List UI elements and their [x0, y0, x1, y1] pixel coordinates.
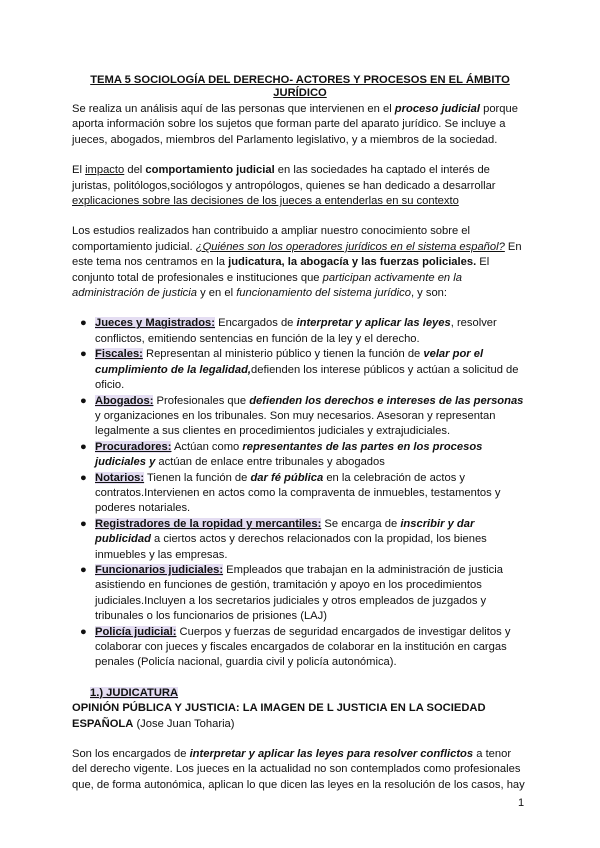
- p2-underlined-phrase: explicaciones sobre las decisiones de los jueces a entenderlas en su contexto: [72, 195, 459, 208]
- list-item-text-end: a ciertos actos y derechos relacionados con la propidad, los bienes inmuebles y las empresas.: [95, 533, 487, 561]
- p3-text-i: , y son:: [410, 287, 448, 300]
- bullet-icon: ●: [80, 563, 87, 576]
- section-heading: [90, 686, 528, 701]
- subheading-title: OPINIÓN PÚBLICA Y JUSTICIA: LA IMAGEN DE L JUSTICIA EN LA SOCIEDAD ESPAÑOLA: [72, 702, 486, 730]
- last-text-a: Son los encargados de: [72, 748, 190, 761]
- list-item-emphasis: representantes de las partes en los procesos judiciales y: [95, 440, 483, 469]
- p3-text-a: Los estudios realizados han contribuido a ampliar nuestro conocimiento sobre el comportamiento judicial.: [72, 225, 471, 253]
- last-text-c: a tenor del derecho vigente. Los jueces en la actualidad no son contemplados como profesionales que, de forma autonómica, aplican lo que dicen las leyes en la resolución de los casos, hay: [72, 748, 525, 791]
- list-item-emphasis: inscribir y dar publicidad: [95, 517, 475, 546]
- bullet-icon: ●: [80, 348, 87, 361]
- impact-paragraph: [72, 163, 528, 209]
- list-item-term: Funcionarios judiciales:: [95, 563, 224, 576]
- bullet-icon: ●: [80, 317, 87, 330]
- p3-question: ¿Quiénes son los operadores jurídicos en el sistema español?: [195, 240, 505, 253]
- bullet-icon: ●: [80, 471, 87, 484]
- document-page: [72, 74, 528, 793]
- p3-text-c: En este tema nos centramos en la: [72, 240, 522, 269]
- intro-text-c: porque aporta información sobre los sujetos que forman parte del aparato jurídico. Se incluye a jueces, abogados, miembros del Parlamento legislativo, y a miembros de la sociedad.: [72, 103, 518, 146]
- list-item-emphasis: interpretar y aplicar las leyes: [296, 317, 451, 330]
- list-item-term: Procuradores:: [95, 440, 172, 453]
- subheading-author: (Jose Juan Toharia): [133, 717, 235, 730]
- p3-bold-phrase: judicatura, la abogacía y las fuerzas policiales.: [228, 256, 477, 269]
- list-item-term: Policía judicial:: [95, 625, 177, 638]
- p2-text-e: en las sociedades ha captado el interés de juristas, politólogos,sociólogos y antropólogos, quienes se han dedicado a desarrollar: [72, 164, 496, 192]
- studies-paragraph: [72, 224, 528, 301]
- p2-impact-word: impacto: [85, 164, 125, 177]
- p2-text-c: del: [124, 164, 146, 177]
- bullet-icon: ●: [80, 625, 87, 638]
- list-item-text: Profesionales que: [153, 394, 250, 407]
- list-item: [72, 625, 528, 671]
- list-item: [72, 316, 528, 347]
- list-item-text: Tienen la función de: [144, 471, 251, 484]
- list-item-text: Empleados que trabajan en la administración de justicia asistiendo en funciones de gestión, tramitación y apoyo en los procedimientos judiciales.Incluyen a los secretarios judiciales y otros empleados de juzgados y tribunales o los funcionarios de prisiones (LAJ): [95, 563, 503, 623]
- p3-text-g: y en el: [197, 287, 237, 300]
- section-title: JUDICATURA: [103, 686, 179, 699]
- p3-text-e: El conjunto total de profesionales e instituciones que: [72, 256, 490, 284]
- list-item-text-end: , resolver conflictos, emitiendo sentencias en función de la ley y el derecho.: [95, 317, 497, 345]
- list-item: [72, 471, 528, 517]
- list-item-text-end: y organizaciones en los tribunales. Son muy necesarios. Asesoran y representan legalmente a sus clientes en procedimientos judiciales y extrajudiciales.: [95, 409, 496, 438]
- intro-paragraph: [72, 102, 528, 148]
- list-item-text: Actúan como: [171, 440, 243, 453]
- list-item-text-end: defienden los interese públicos y actúan a solicitud de oficio.: [95, 363, 519, 392]
- judicatura-paragraph: [72, 747, 528, 793]
- list-item-emphasis: velar por el cumplimiento de la legalidad,: [95, 348, 484, 376]
- p3-italic-phrase-1: participan activamente en la administración de justicia: [72, 271, 462, 300]
- last-emphasis: interpretar y aplicar las leyes para resolver conflictos: [189, 748, 474, 761]
- list-item-term: Registradores de la ropidad y mercantiles:: [95, 517, 322, 530]
- list-item-text: Representan al ministerio público y tienen la función de: [142, 348, 424, 361]
- section-number: 1.): [90, 686, 104, 699]
- operators-list: [72, 316, 528, 670]
- list-item-term: Abogados:: [95, 394, 154, 407]
- list-item: [72, 394, 528, 440]
- list-item-emphasis: defienden los derechos e intereses de las personas: [249, 394, 524, 407]
- bullet-icon: ●: [80, 440, 87, 453]
- list-item-term: Notarios:: [95, 471, 145, 484]
- intro-text-a: Se realiza un análisis aquí de las personas que intervienen en el: [72, 103, 395, 115]
- list-item-text: Se encarga de: [321, 517, 401, 530]
- section-heading-label: [90, 687, 178, 699]
- intro-emphasis: proceso judicial: [394, 103, 480, 115]
- list-item: [72, 563, 528, 625]
- page-number: 1: [518, 797, 525, 809]
- p3-italic-phrase-2: funcionamiento del sistema jurídico: [236, 287, 411, 300]
- list-item: [72, 347, 528, 393]
- list-item-text-end: actúan de enlace entre tribunales y abogados: [155, 456, 385, 469]
- list-item-text-end: en la celebración de actos y contratos.Intervienen en actos como la compraventa de inmuebles, testamentos y poderes notariales.: [95, 471, 501, 515]
- list-item-text: Cuerpos y fuerzas de seguridad encargados de investigar delitos y colaborar con jueces y fiscales encargados de colaborar en la institución en cargas penales (Policía nacional, guardia civil y policía autonómica).: [95, 625, 511, 669]
- p2-text-a: El: [72, 164, 86, 177]
- p2-bold-phrase: comportamiento judicial: [145, 164, 275, 177]
- document-title: TEMA 5 SOCIOLOGÍA DEL DERECHO- ACTORES Y PROCESOS EN EL ÁMBITO JURÍDICO: [90, 74, 510, 99]
- list-item-text: Encargados de: [215, 317, 297, 330]
- list-item-term: Fiscales:: [95, 348, 143, 361]
- bullet-icon: ●: [80, 517, 87, 530]
- list-item: [72, 440, 528, 471]
- list-item-term: Jueces y Magistrados:: [95, 317, 216, 330]
- bullet-icon: ●: [80, 394, 87, 407]
- list-item-emphasis: dar fé pública: [250, 471, 324, 484]
- list-item: [72, 517, 528, 563]
- subheading: [72, 701, 528, 732]
